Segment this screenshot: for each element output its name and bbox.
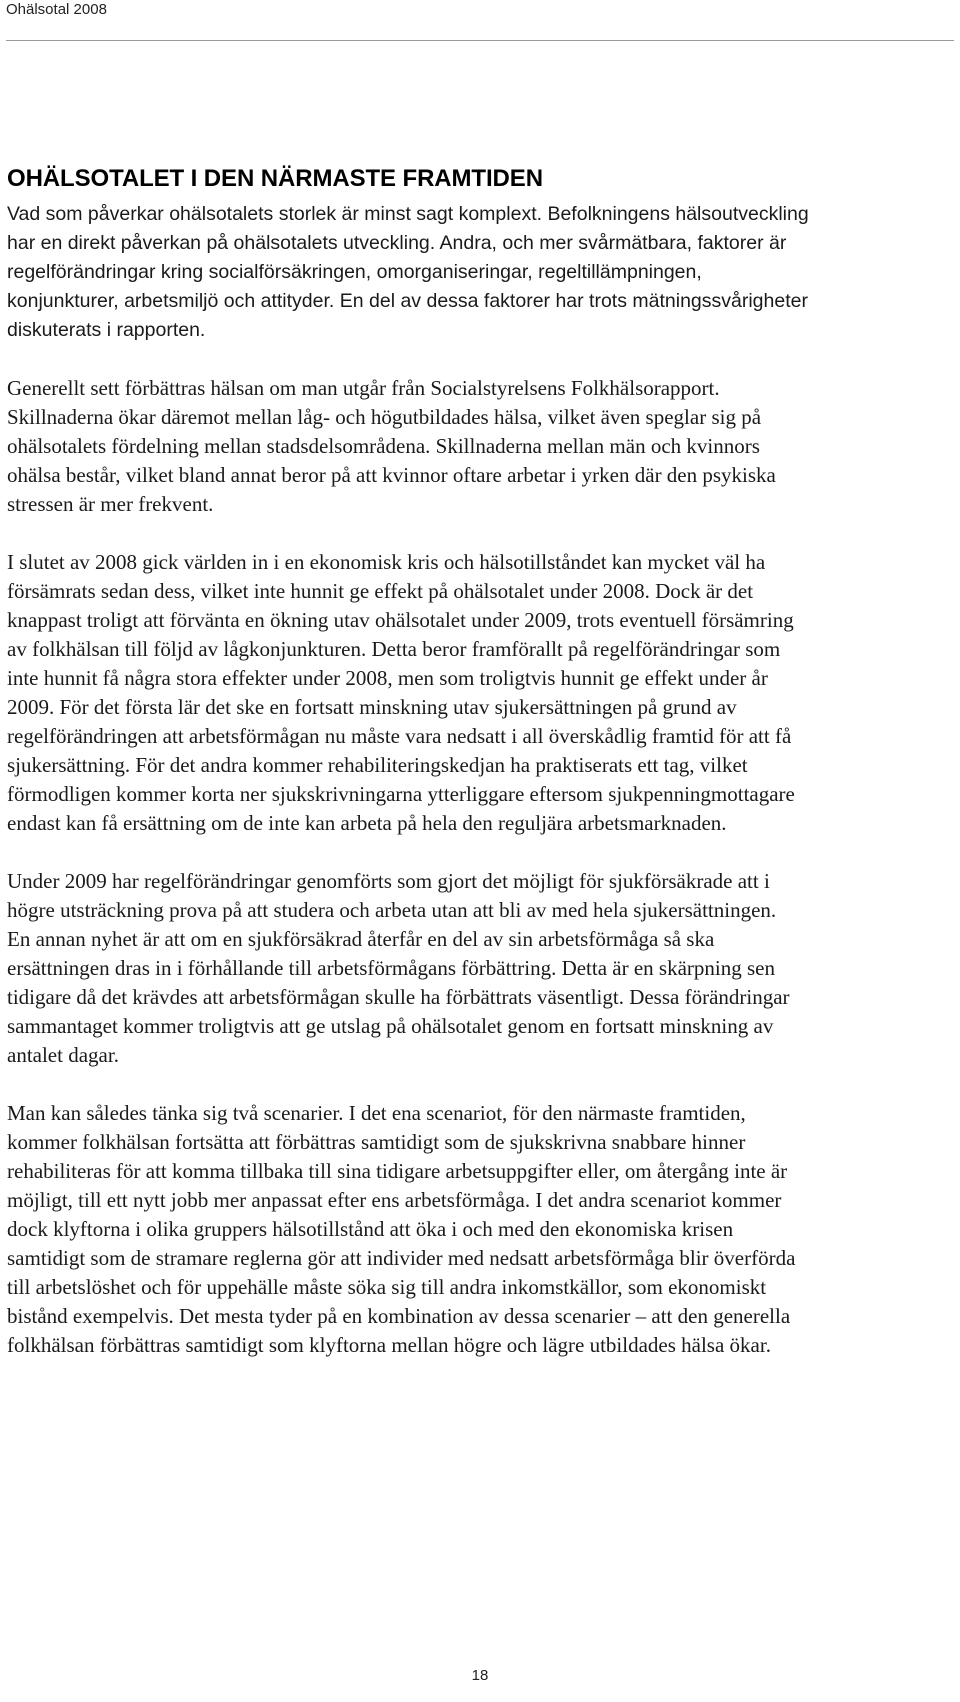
paragraph-line: endast kan få ersättning om de inte kan arbeta på hela den reguljära arbetsmarknaden.	[7, 811, 727, 835]
paragraph-line: har en direkt påverkan på ohälsotalets utveckling. Andra, och mer svårmätbara, faktorer är	[7, 232, 787, 254]
paragraph-line: Under 2009 har regelförändringar genomförts som gjort det möjligt för sjukförsäkrade att i	[7, 869, 770, 893]
paragraph-line: dock klyftorna i olika gruppers hälsotillstånd att öka i och med den ekonomiska krisen	[7, 1217, 734, 1241]
paragraph-line: rehabiliteras för att komma tillbaka till sina tidigare arbetsuppgifter eller, om återgång inte är	[7, 1159, 788, 1183]
paragraph-line: regelförändringar kring socialförsäkringen, omorganiseringar, regeltillämpningen,	[7, 261, 702, 283]
paragraph-line: stressen är mer frekvent.	[7, 492, 214, 516]
paragraph-line: 2009. För det första lär det ske en fortsatt minskning utav sjukersättningen på grund av	[7, 695, 737, 719]
body-paragraph	[7, 1099, 957, 1360]
paragraph-line: samtidigt som de stramare reglerna gör att individer med nedsatt arbetsförmåga blir överförda	[7, 1246, 796, 1270]
body-paragraph	[7, 867, 957, 1070]
paragraph-line: förmodligen kommer korta ner sjukskrivningarna ytterliggare eftersom sjukpenningmottagare	[7, 782, 795, 806]
paragraph-line: Vad som påverkar ohälsotalets storlek är minst sagt komplext. Befolkningens hälsoutveckling	[7, 203, 809, 225]
paragraph-line: En annan nyhet är att om en sjukförsäkrad återfår en del av sin arbetsförmåga så ska	[7, 927, 715, 951]
page-body	[7, 162, 957, 1360]
paragraph-line: ohälsa består, vilket bland annat beror på att kvinnor oftare arbetar i yrken där den psykiska	[7, 463, 776, 487]
body-paragraph	[7, 548, 957, 838]
paragraph-line: till arbetslöshet och för uppehälle måste söka sig till andra inkomstkällor, som ekonomiskt	[7, 1275, 767, 1299]
body-paragraph	[7, 200, 957, 345]
paragraph-line: möjligt, till ett nytt jobb mer anpassat efter ens arbetsförmåga. I det andra scenariot kommer	[7, 1188, 782, 1212]
paragraph-line: kommer folkhälsan fortsätta att förbättras samtidigt som de sjukskrivna snabbare hinner	[7, 1130, 746, 1154]
header-divider	[6, 40, 954, 41]
paragraph-spacer	[7, 519, 957, 548]
paragraph-line: Man kan således tänka sig två scenarier. I det ena scenariot, för den närmaste framtiden,	[7, 1101, 746, 1125]
section-title: OHÄLSOTALET I DEN NÄRMASTE FRAMTIDEN	[7, 165, 543, 192]
paragraph-line: bistånd exempelvis. Det mesta tyder på en kombination av dessa scenarier – att den generella	[7, 1304, 791, 1328]
paragraph-line: diskuterats i rapporten.	[7, 319, 206, 341]
paragraph-line: ohälsotalets fördelning mellan stadsdelsområdena. Skillnaderna mellan män och kvinnors	[7, 434, 760, 458]
paragraph-spacer	[7, 838, 957, 867]
paragraph-line: av folkhälsan till följd av lågkonjunkturen. Detta beror framförallt på regelförändringar som	[7, 637, 781, 661]
paragraph-line: inte hunnit få några stora effekter under 2008, men som troligtvis hunnit ge effekt under år	[7, 666, 768, 690]
paragraph-line: antalet dagar.	[7, 1043, 119, 1067]
body-paragraph	[7, 374, 957, 519]
running-header: Ohälsotal 2008	[6, 1, 107, 18]
page-number: 18	[471, 1667, 489, 1684]
paragraph-line: sjukersättning. För det andra kommer rehabiliteringskedjan ha praktiserats ett tag, vilket	[7, 753, 748, 777]
paragraph-line: sammantaget kommer troligtvis att ge utslag på ohälsotalet genom en fortsatt minskning av	[7, 1014, 774, 1038]
paragraph-line: folkhälsan förbättras samtidigt som klyftorna mellan högre och lägre utbildades hälsa ökar.	[7, 1333, 771, 1357]
paragraph-line: I slutet av 2008 gick världen in i en ekonomisk kris och hälsotillståndet kan mycket väl ha	[7, 550, 766, 574]
paragraph-list	[7, 200, 957, 1360]
paragraph-line: tidigare då det krävdes att arbetsförmågan skulle ha förbättrats väsentligt. Dessa förändringar	[7, 985, 790, 1009]
paragraph-spacer	[7, 1070, 957, 1099]
paragraph-line: försämrats sedan dess, vilket inte hunnit ge effekt på ohälsotalet under 2008. Dock är det	[7, 579, 754, 603]
paragraph-line: knappast troligt att förvänta en ökning utav ohälsotalet under 2009, trots eventuell försämring	[7, 608, 794, 632]
paragraph-spacer	[7, 345, 957, 374]
paragraph-line: Generellt sett förbättras hälsan om man utgår från Socialstyrelsens Folkhälsorapport.	[7, 376, 720, 400]
paragraph-line: konjunkturer, arbetsmiljö och attityder. En del av dessa faktorer har trots mätningssvårigheter	[7, 290, 808, 312]
paragraph-line: ersättningen dras in i förhållande till arbetsförmågans förbättring. Detta är en skärpning sen	[7, 956, 775, 980]
paragraph-line: högre utsträckning prova på att studera och arbeta utan att bli av med hela sjukersättningen.	[7, 898, 777, 922]
paragraph-line: regelförändringen att arbetsförmågan nu måste vara nedsatt i all överskådlig framtid för att få	[7, 724, 792, 748]
paragraph-line: Skillnaderna ökar däremot mellan låg- och högutbildades hälsa, vilket även speglar sig på	[7, 405, 762, 429]
